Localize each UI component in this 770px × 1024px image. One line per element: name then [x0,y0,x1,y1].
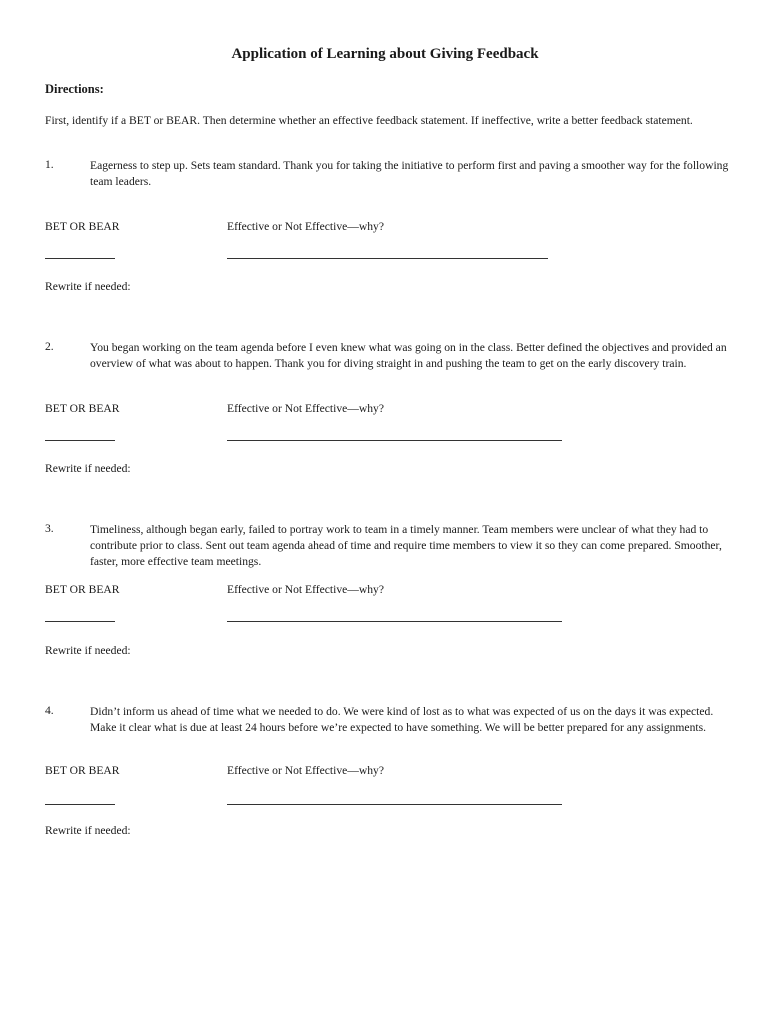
bet-or-bear-answer-line[interactable] [45,804,115,805]
rewrite-label: Rewrite if needed: [45,280,131,293]
effective-label: Effective or Not Effective—why? [227,764,384,777]
page-title: Application of Learning about Giving Feedback [231,46,539,62]
item-number: 1. [45,158,54,171]
effective-answer-line[interactable] [227,621,562,622]
rewrite-label: Rewrite if needed: [45,644,131,657]
item-statement: You began working on the team agenda before I even knew what was going on in the class. Better defined the objectives and provided an overview of what was about to happen. Thank you for diving straight in and pushing the team to get on the early discovery train. [90,341,727,370]
directions-text: First, identify if a BET or BEAR. Then determine whether an effective feedback statement. If ineffective, write a better feedback statement. [45,114,693,127]
effective-label: Effective or Not Effective—why? [227,220,384,233]
bet-or-bear-answer-line[interactable] [45,258,115,259]
effective-label: Effective or Not Effective—why? [227,583,384,596]
item-number: 3. [45,522,54,535]
bet-or-bear-label: BET OR BEAR [45,220,120,233]
effective-answer-line[interactable] [227,804,562,805]
bet-or-bear-label: BET OR BEAR [45,402,120,415]
bet-or-bear-answer-line[interactable] [45,440,115,441]
item-statement: Didn’t inform us ahead of time what we needed to do. We were kind of lost as to what was expected of us on the days it was expected. Make it clear what is due at least 24 hours before we’re expected to have something. We will be better prepared for any assignments. [90,705,714,734]
rewrite-label: Rewrite if needed: [45,824,131,837]
effective-answer-line[interactable] [227,258,548,259]
bet-or-bear-label: BET OR BEAR [45,583,120,596]
directions-heading: Directions: [45,82,104,96]
bet-or-bear-label: BET OR BEAR [45,764,120,777]
bet-or-bear-answer-line[interactable] [45,621,115,622]
effective-answer-line[interactable] [227,440,562,441]
item-number: 2. [45,340,54,353]
item-statement: Timeliness, although began early, failed to portray work to team in a timely manner. Team members were unclear of what they had to contribute prior to class. Sent out team agenda ahead of time and require time members to view it so they can come prepared. Smoother, faster, more effective team meetings. [90,523,722,568]
item-statement: Eagerness to step up. Sets team standard. Thank you for taking the initiative to perform first and paving a smoother way for the following team leaders. [90,159,729,188]
effective-label: Effective or Not Effective—why? [227,402,384,415]
rewrite-label: Rewrite if needed: [45,462,131,475]
item-number: 4. [45,704,54,717]
